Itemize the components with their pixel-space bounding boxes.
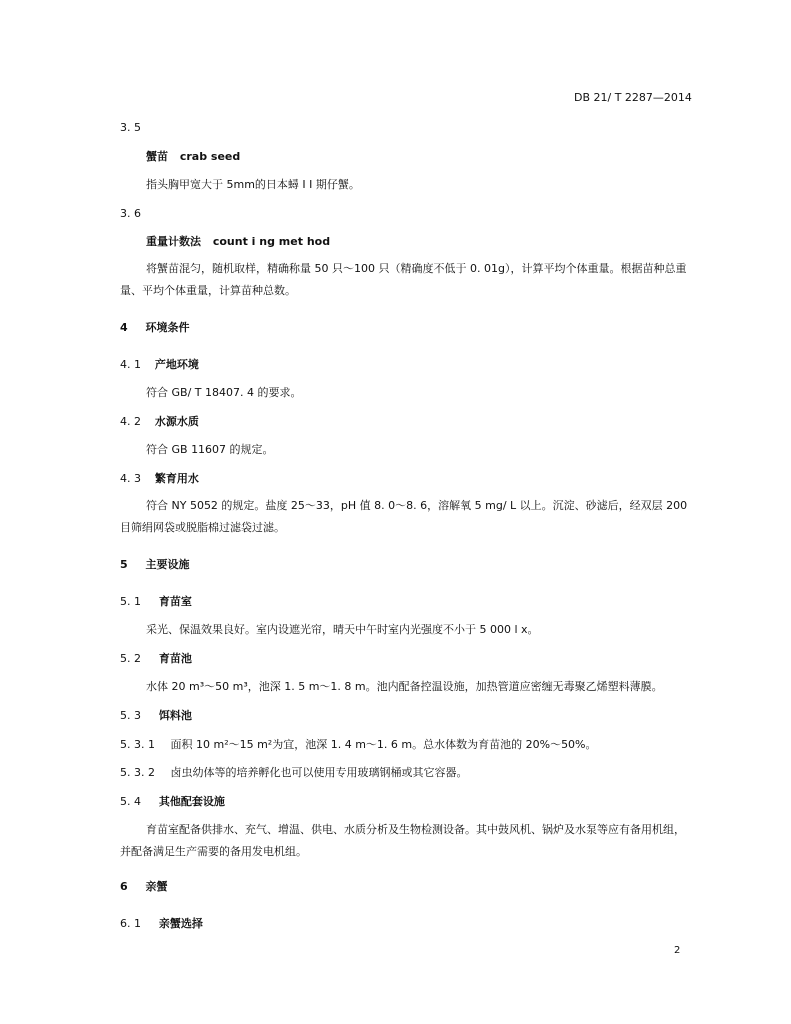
term-en: crab seed bbox=[179, 150, 241, 163]
subsection-title: 产地环境 bbox=[154, 358, 199, 371]
clause-number: 3. 5 bbox=[120, 121, 141, 134]
paragraph: 符合 GB/ T 18407. 4 的要求。 bbox=[146, 386, 302, 399]
section-number: 4 bbox=[120, 321, 128, 334]
clause-number: 5. 3. 1 bbox=[120, 738, 155, 751]
term-definition: 指头胸甲宽大于 5mm的日本蟳 I I 期仔蟹。 bbox=[146, 178, 360, 191]
subsection-number: 6. 1 bbox=[120, 917, 141, 930]
subsection-number: 5. 2 bbox=[120, 652, 141, 665]
subsection-number: 4. 1 bbox=[120, 358, 141, 371]
subsection-number: 4. 2 bbox=[120, 415, 141, 428]
section-number: 6 bbox=[120, 880, 128, 893]
subsection-title: 其他配套设施 bbox=[158, 795, 225, 808]
clause-text: 面积 10 m²～15 m²为宜，池深 1. 4 m～1. 6 m。总水体数为育苗池的 20%～50%。 bbox=[170, 738, 597, 751]
subsection-title: 水源水质 bbox=[154, 415, 199, 428]
section-title: 亲蟹 bbox=[145, 880, 168, 893]
clause-number: 3. 6 bbox=[120, 207, 141, 220]
section-title: 主要设施 bbox=[145, 558, 190, 571]
page-header-doc-id: DB 21/ T 2287—2014 bbox=[574, 91, 692, 104]
subsection-title: 繁育用水 bbox=[154, 472, 199, 485]
paragraph: 采光、保温效果良好。室内设遮光帘，晴天中午时室内光强度不小于 5 000 l x。 bbox=[146, 623, 539, 636]
subsection-title: 育苗池 bbox=[158, 652, 192, 665]
term-zh: 重量计数法 bbox=[146, 235, 201, 248]
subsection-number: 5. 3 bbox=[120, 709, 141, 722]
subsection-title: 亲蟹选择 bbox=[158, 917, 203, 930]
clause-text: 卤虫幼体等的培养孵化也可以使用专用玻璃钢桶或其它容器。 bbox=[170, 766, 468, 779]
term-heading bbox=[146, 234, 330, 249]
subsection-heading bbox=[120, 794, 225, 809]
subsection-title: 饵料池 bbox=[158, 709, 192, 722]
term-definition: 将蟹苗混匀，随机取样，精确称量 50 只～100 只（精确度不低于 0. 01g），计算平均个体重量。根据苗种总重量、平均个体重量，计算苗种总数。 bbox=[120, 262, 687, 297]
subsection-title: 育苗室 bbox=[158, 595, 192, 608]
term-zh: 蟹苗 bbox=[146, 150, 168, 163]
term-heading bbox=[146, 149, 240, 164]
section-heading bbox=[120, 320, 190, 335]
paragraph: 水体 20 m³～50 m³，池深 1. 5 m～1. 8 m。池内配备控温设施，加热管道应密缠无毒聚乙烯塑料薄膜。 bbox=[146, 680, 663, 693]
subsection-heading bbox=[120, 594, 192, 609]
section-heading bbox=[120, 557, 190, 572]
term-en: count i ng met hod bbox=[212, 235, 331, 248]
clause-number: 5. 3. 2 bbox=[120, 766, 155, 779]
subsection-number: 5. 4 bbox=[120, 795, 141, 808]
page-number: 2 bbox=[674, 945, 681, 956]
paragraph: 符合 GB 11607 的规定。 bbox=[146, 443, 274, 456]
section-heading bbox=[120, 879, 168, 894]
paragraph: 育苗室配备供排水、充气、增温、供电、水质分析及生物检测设备。其中鼓风机、锅炉及水泵等应有备用机组，并配备满足生产需要的备用发电机组。 bbox=[120, 823, 685, 858]
subsection-heading bbox=[120, 651, 192, 666]
subsection-heading bbox=[120, 357, 199, 372]
subsection-heading bbox=[120, 708, 192, 723]
subsection-number: 4. 3 bbox=[120, 472, 141, 485]
paragraph: 符合 NY 5052 的规定。盐度 25～33，pH 值 8. 0～8. 6，溶解氧 5 mg/ L 以上。沉淀、砂滤后，经双层 200 目筛绢网袋或脱脂棉过滤袋过滤。 bbox=[120, 499, 688, 534]
subsection-heading bbox=[120, 916, 203, 931]
subsection-heading bbox=[120, 471, 199, 486]
numbered-clause bbox=[120, 765, 467, 780]
section-title: 环境条件 bbox=[145, 321, 190, 334]
subsection-number: 5. 1 bbox=[120, 595, 141, 608]
section-number: 5 bbox=[120, 558, 128, 571]
numbered-clause bbox=[120, 737, 597, 752]
subsection-heading bbox=[120, 414, 199, 429]
